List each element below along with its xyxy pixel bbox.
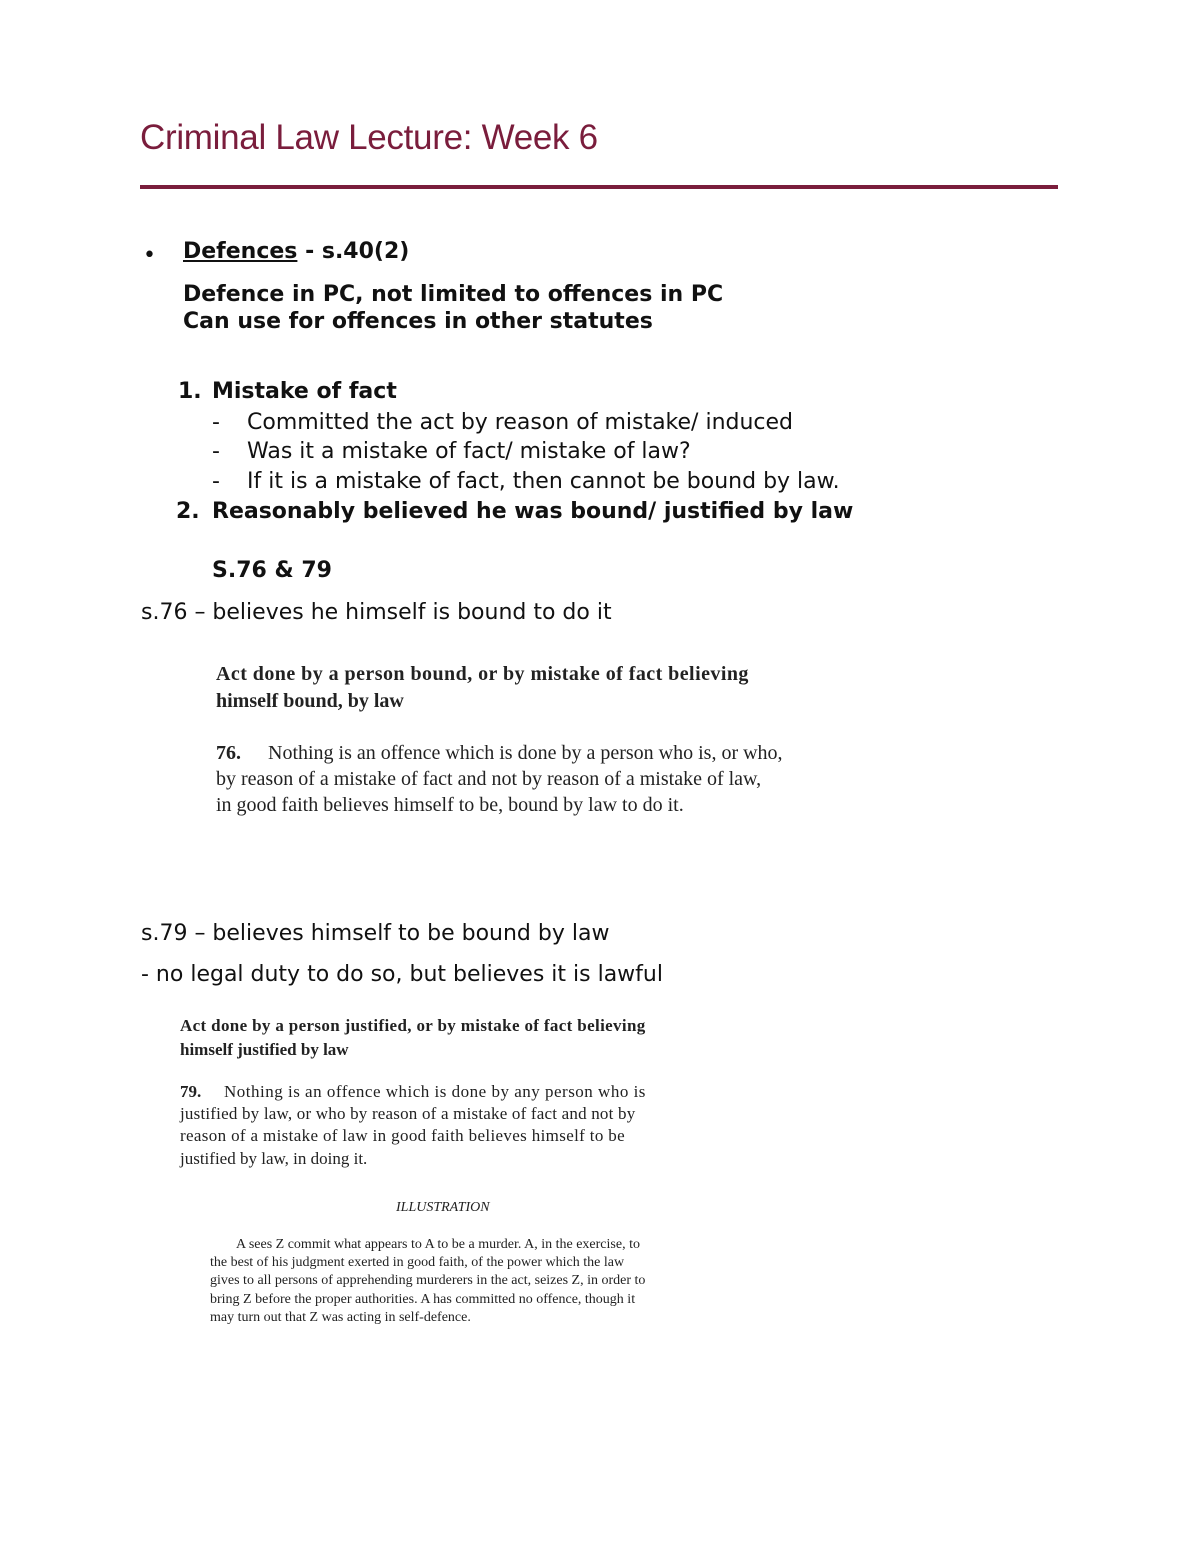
s79-body-line: justified by law, or who by reason of a mistake of fact and not by	[180, 1104, 636, 1123]
intro-line: Can use for offences in other statutes	[183, 309, 653, 334]
s76-excerpt-heading: himself bound, by law	[216, 690, 404, 712]
illustration-line: A sees Z commit what appears to A to be a murder. A, in the exercise, to	[236, 1237, 640, 1252]
s76-body-line: by reason of a mistake of fact and not by reason of a mistake of law,	[216, 768, 762, 790]
list-item-mistake-of-fact: Mistake of fact	[212, 379, 397, 404]
dash-marker: -	[212, 439, 220, 464]
list-number: 1.	[178, 379, 202, 404]
defences-heading-underlined: Defences	[183, 239, 298, 264]
s76-section-number: 76.	[216, 742, 241, 764]
s76-body-line: Nothing is an offence which is done by a person who is, or who,	[268, 742, 783, 764]
subpoint: If it is a mistake of fact, then cannot be bound by law.	[247, 469, 840, 494]
s76-body-line: in good faith believes himself to be, bound by law to do it.	[216, 794, 684, 816]
illustration-heading: ILLUSTRATION	[396, 1200, 490, 1215]
title-divider	[140, 185, 1058, 189]
s76-excerpt-heading: Act done by a person bound, or by mistake of fact believing	[216, 663, 749, 685]
subpoint: Committed the act by reason of mistake/ induced	[247, 410, 794, 435]
document-title: Criminal Law Lecture: Week 6	[140, 118, 598, 157]
s76-summary: s.76 – believes he himself is bound to do it	[141, 600, 612, 625]
sections-reference: S.76 & 79	[212, 558, 332, 583]
s79-section-number: 79.	[180, 1082, 202, 1101]
subpoint: Was it a mistake of fact/ mistake of law?	[247, 439, 691, 464]
s79-excerpt-heading: himself justified by law	[180, 1040, 349, 1059]
list-number: 2.	[176, 499, 200, 524]
s79-summary: s.79 – believes himself to be bound by law	[141, 921, 610, 946]
illustration-line: may turn out that Z was acting in self-defence.	[210, 1310, 471, 1325]
list-item-reasonably-believed: Reasonably believed he was bound/ justified by law	[212, 499, 854, 524]
defences-heading	[183, 239, 409, 264]
s79-excerpt-heading: Act done by a person justified, or by mistake of fact believing	[180, 1016, 646, 1035]
dash-marker: -	[212, 410, 220, 435]
s79-body-line: Nothing is an offence which is done by any person who is	[224, 1082, 646, 1101]
intro-line: Defence in PC, not limited to offences in PC	[183, 282, 724, 307]
illustration-line: the best of his judgment exerted in good faith, of the power which the law	[210, 1255, 625, 1270]
bullet-icon: •	[143, 243, 156, 268]
s79-body-line: reason of a mistake of law in good faith believes himself to be	[180, 1126, 626, 1145]
illustration-line: gives to all persons of apprehending murderers in the act, seizes Z, in order to	[210, 1273, 646, 1288]
defences-heading-section: - s.40(2)	[297, 239, 410, 264]
illustration-line: bring Z before the proper authorities. A has committed no offence, though it	[210, 1292, 636, 1307]
s79-body-line: justified by law, in doing it.	[180, 1149, 368, 1168]
dash-marker: -	[212, 469, 220, 494]
s79-summary-note: - no legal duty to do so, but believes it is lawful	[141, 962, 663, 987]
